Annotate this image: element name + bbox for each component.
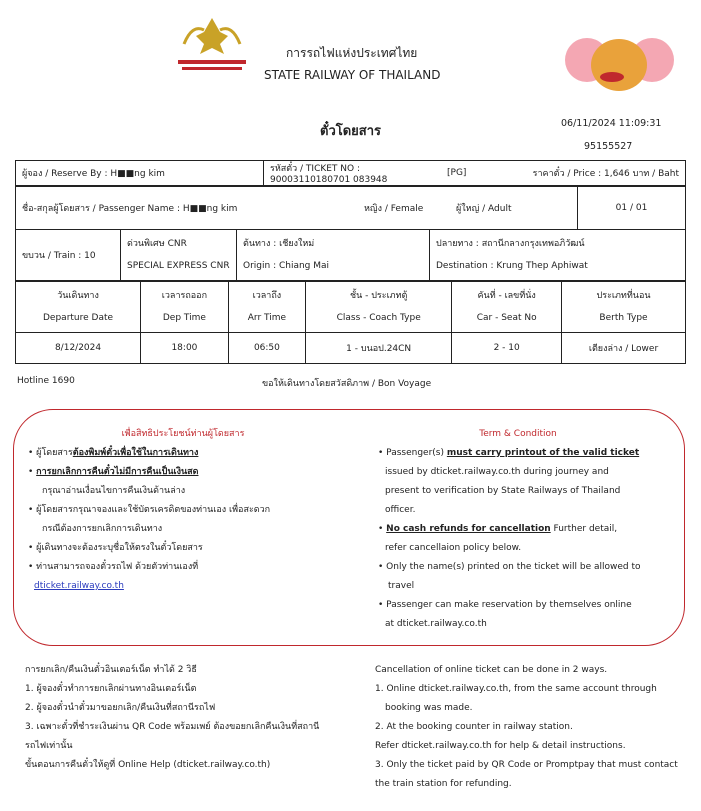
hotline: Hotline 1690: [17, 376, 75, 386]
age-type: ผู้ใหญ่ / Adult: [450, 187, 578, 230]
cancel-line: รถไฟเท่านั้น: [25, 741, 73, 751]
org-name-thai: การรถไฟแห่งประเทศไทย: [286, 46, 418, 60]
cancel-line: 2. At the booking counter in railway station.: [375, 722, 573, 732]
reserve-by: ผู้จอง / Reserve By : H■■ng kim: [16, 161, 264, 186]
pg-badge: [PG]: [441, 161, 503, 186]
column-value: 18:00: [141, 333, 229, 364]
list-item: • No cash refunds for cancellation Further detail,: [378, 524, 618, 534]
column-header: คันที่ - เลขที่นั่ง Car - Seat No: [452, 282, 562, 333]
list-item: • Passenger can make reservation by themselves online: [378, 600, 632, 610]
cancel-line: 3. เฉพาะตั๋วที่ชำระเงินผ่าน QR Code พร้อมเพย์ ต้องขอยกเลิกคืนเงินที่สถานี: [25, 722, 320, 732]
list-item: • ผู้โดยสารต้องพิมพ์ตั๋วเพื่อใช้ในการเดินทาง: [28, 448, 199, 458]
column-header: ชั้น - ประเภทตู้ Class - Coach Type: [306, 282, 452, 333]
train-type-thai: ด่วนพิเศษ CNR: [127, 239, 187, 249]
cancel-line: Cancellation of online ticket can be done in 2 ways.: [375, 665, 608, 675]
list-item: travel: [388, 581, 415, 591]
column-value: 1 - บนอป.24CN: [306, 333, 452, 364]
reference-number: 95155527: [584, 141, 633, 152]
org-name-english: STATE RAILWAY OF THAILAND: [264, 68, 441, 82]
train-row: [15, 229, 686, 281]
list-item: กรณีต้องการยกเลิกการเดินทาง: [42, 524, 163, 534]
train-number: ขบวน / Train : 10: [16, 230, 121, 281]
origin-english: Origin : Chiang Mai: [243, 261, 330, 271]
print-timestamp: 06/11/2024 11:09:31: [561, 118, 662, 129]
cancel-line: การยกเลิก/คืนเงินตั๋วอินเตอร์เน็ต ทำได้ 2 วิธี: [25, 665, 197, 675]
list-item: at dticket.railway.co.th: [385, 619, 487, 629]
list-item: • ท่านสามารถจองตั๋วรถไฟ ด้วยตัวท่านเองที่: [28, 562, 199, 572]
ticket-header-row: [15, 160, 686, 186]
price: ราคาตั๋ว / Price : 1,646 บาท / Baht: [503, 161, 686, 186]
column-value: 06:50: [228, 333, 305, 364]
cancel-line: the train station for refunding.: [375, 779, 512, 789]
cancel-line: 2. ผู้จองตั๋วนำตั๋วมาขอยกเลิก/คืนเงินที่สถานีรถไฟ: [25, 703, 216, 713]
list-item: • Passenger(s) must carry printout of the valid ticket: [378, 448, 640, 458]
list-item: officer.: [385, 505, 416, 515]
gender: หญิง / Female: [358, 187, 450, 230]
list-item: issued by dticket.railway.co.th during journey and: [385, 467, 609, 477]
cancellation-thai: [25, 661, 355, 775]
terms-thai: [28, 424, 338, 596]
dticket-link[interactable]: dticket.railway.co.th: [34, 581, 124, 591]
passenger-name: ชื่อ-สกุลผู้โดยสาร / Passenger Name : H■■ng kim: [16, 187, 359, 230]
cancel-line: 3. Only the ticket paid by QR Code or Promptpay that must contact: [375, 760, 678, 770]
list-item: • ผู้โดยสารกรุณาจองและใช้บัตรเครดิตของท่านเอง เพื่อสะดวก: [28, 505, 271, 515]
cancel-line: Refer dticket.railway.co.th for help & detail instructions.: [375, 741, 626, 751]
train-type-english: SPECIAL EXPRESS CNR: [127, 261, 230, 271]
column-header: เวลารถออก Dep Time: [141, 282, 229, 333]
origin-thai: ต้นทาง : เชียงใหม่: [243, 239, 315, 249]
column-value: 8/12/2024: [16, 333, 141, 364]
destination-thai: ปลายทาง : สถานีกลางกรุงเทพอภิวัฒน์: [436, 239, 585, 249]
passenger-row: [15, 186, 686, 230]
sticker-image: [557, 15, 677, 105]
passenger-count: 01 / 01: [578, 187, 686, 230]
list-item: • การยกเลิกการคืนตั๋วไม่มีการคืนเป็นเงินสด: [28, 467, 199, 477]
column-value: เตียงล่าง / Lower: [562, 333, 686, 364]
terms-english-title: Term & Condition: [479, 429, 557, 439]
list-item: กรุณาอ่านเงื่อนไขการคืนเงินด้านล่าง: [42, 486, 186, 496]
list-item: present to verification by State Railways of Thailand: [385, 486, 621, 496]
terms-english: [378, 424, 678, 634]
list-item: refer cancellaion policy below.: [385, 543, 522, 553]
cancel-line: 1. Online dticket.railway.co.th, from the same account through: [375, 684, 657, 694]
column-header: เวลาถึง Arr Time: [228, 282, 305, 333]
ticket-number: รหัสตั๋ว / TICKET NO : 90003110180701 083948: [264, 161, 442, 186]
page-title: ตั๋วโดยสาร: [320, 124, 382, 139]
column-header: วันเดินทาง Departure Date: [16, 282, 141, 333]
column-value: 2 - 10: [452, 333, 562, 364]
column-header: ประเภทที่นอน Berth Type: [562, 282, 686, 333]
list-item: • ผู้เดินทางจะต้องระบุชื่อให้ตรงในตั๋วโดยสาร: [28, 543, 203, 553]
list-item: • Only the name(s) printed on the ticket will be allowed to: [378, 562, 641, 572]
bon-voyage: ขอให้เดินทางโดยสวัสดิภาพ / Bon Voyage: [262, 379, 432, 389]
srt-logo: [172, 14, 252, 76]
cancel-line: 1. ผู้จองตั๋วทำการยกเลิกผ่านทางอินเตอร์เน็ต: [25, 684, 197, 694]
cancellation-english: [375, 661, 695, 794]
destination-english: Destination : Krung Thep Aphiwat: [436, 261, 588, 271]
cancel-line: ขั้นตอนการคืนตั๋วให้ดูที่ Online Help (dticket.railway.co.th): [25, 760, 271, 770]
terms-thai-title: เพื่อสิทธิประโยชน์ท่านผู้โดยสาร: [121, 429, 245, 439]
journey-table: [15, 281, 686, 364]
cancel-line: booking was made.: [385, 703, 473, 713]
